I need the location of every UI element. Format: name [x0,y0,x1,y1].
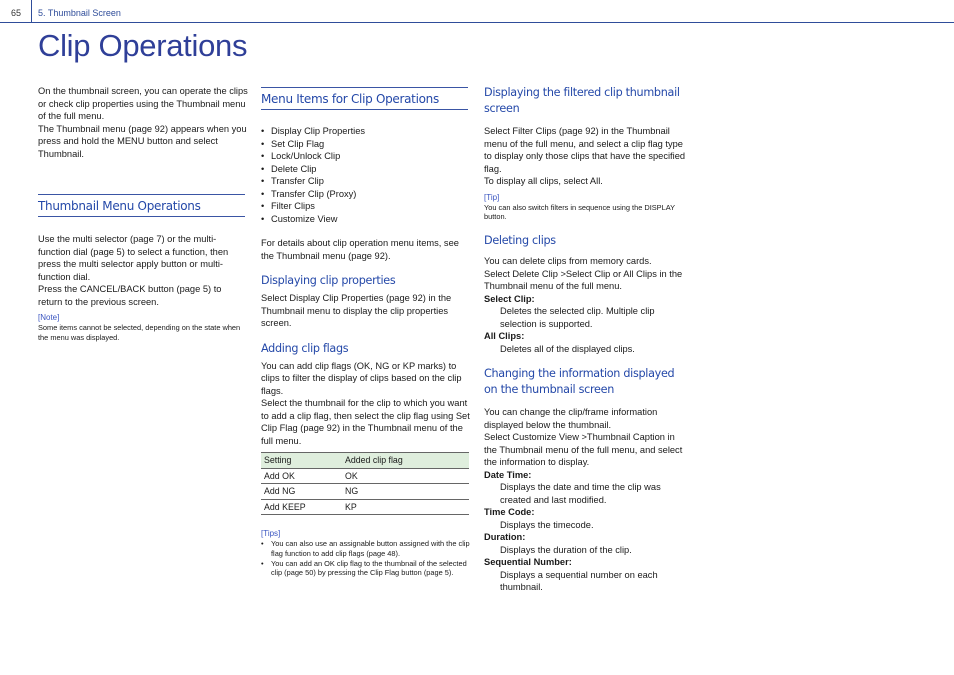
body-paragraph: Press the CANCEL/BACK button (page 5) to return to the previous screen. [38,284,222,307]
table-header-cell: Setting [261,453,342,469]
list-item: • Transfer Clip [261,175,471,188]
definition-term: Time Code: [484,507,535,518]
column-2 [261,125,471,578]
definition-term: Sequential Number: [484,557,572,568]
delete-paragraph: Select Delete Clip >Select Clip or All Clips in the Thumbnail menu of the full menu. [484,268,683,292]
note-text: Some items cannot be selected, depending on the state when the menu was displayed. [38,323,241,342]
body-paragraph: Use the multi selector (page 7) or the multi-function dial (page 5) to select a function, then press the multi selector apply button or multi-function dial. [38,234,229,282]
list-item: • Set Clip Flag [261,138,471,151]
tips-label: [Tips] [261,529,281,538]
table-row [261,468,469,484]
table-cell: Add NG [261,484,342,500]
table-row [261,484,469,500]
table-cell: OK [342,468,469,484]
table-cell: NG [342,484,469,500]
subheading-deleting-clips: Deleting clips [484,234,556,248]
list-item: • Lock/Unlock Clip [261,150,471,163]
tip-label: [Tip] [484,192,500,202]
list-item: • Filter Clips [261,200,471,213]
table-cell: KP [342,499,469,515]
definition-term: All Clips: [484,331,525,342]
intro-paragraph: On the thumbnail screen, you can operate the clips or check clip properties using the Thumbnail menu of the full menu. [38,86,248,121]
definition-text: Displays the duration of the clip. [500,544,632,555]
list-item: • Transfer Clip (Proxy) [261,188,471,201]
flags-paragraph: You can add clip flags (OK, NG or KP marks) to clips to filter the display of clips based on the clip flags. [261,360,462,396]
filter-paragraph: Select Filter Clips (page 92) in the Thumbnail menu of the full menu, and select a clip flag type to display only those clips that have the specified flag. [484,126,686,174]
clip-flag-table [261,452,469,515]
menu-items-list [261,125,471,225]
table-row [261,499,469,515]
column-1-body [38,233,248,343]
definition-text: Deletes all of the displayed clips. [500,343,635,354]
table-header-row [261,453,469,469]
definition-text: Displays the timecode. [500,519,594,530]
header-rule [0,22,954,23]
definition-text: Displays a sequential number on each thumbnail. [500,569,658,593]
tip-item: • You can also use an assignable button assigned with the clip flag function to add clip flags (page 48). [261,539,471,559]
subheading-displaying-clip-properties: Displaying clip properties [261,274,396,287]
definition-term: Date Time: [484,469,532,480]
definition-term: Select Clip: [484,293,535,304]
page-number: 65 [11,8,22,18]
table-cell: Add KEEP [261,499,342,515]
note-label: [Note] [38,313,60,322]
page-title: Clip Operations [38,28,248,63]
tip-text: You can also switch filters in sequence using the DISPLAY button. [484,202,675,222]
section-heading-menu-items: Menu Items for Clip Operations [261,87,468,110]
list-item: • Display Clip Properties [261,125,471,138]
change-paragraph: Select Customize View >Thumbnail Caption in the Thumbnail menu of the full menu, and select the information to display. [484,432,683,468]
definition-text: Deletes the selected clip. Multiple clip selection is supported. [500,306,655,329]
delete-paragraph: You can delete clips from memory cards. [484,256,652,267]
tips-list [261,539,471,578]
intro-paragraph: The Thumbnail menu (page 92) appears when you press and hold the MENU button and select Thumbnail. [38,123,247,159]
filter-paragraph: To display all clips, select All. [484,176,603,186]
section-heading-thumbnail-menu-operations: Thumbnail Menu Operations [38,194,245,217]
list-item: • Customize View [261,213,471,226]
props-paragraph: Select Display Clip Properties (page 92) in the Thumbnail menu to display the clip properties screen. [261,293,452,328]
subheading-adding-clip-flags: Adding clip flags [261,341,349,355]
list-item: • Delete Clip [261,163,471,176]
change-paragraph: You can change the clip/frame information displayed below the thumbnail. [484,407,658,430]
tip-item: • You can add an OK clip flag to the thumbnail of the selected clip (page 50) by pressing the Clip Flag button (page 5). [261,559,471,579]
flags-paragraph: Select the thumbnail for the clip to which you want to add a clip flag, then select the clip flag using Set Clip Flag (page 92) in the Thumbnail menu of the full menu. [261,398,470,446]
header-divider [31,0,32,23]
table-header-cell: Added clip flag [342,453,469,469]
details-paragraph: For details about clip operation menu items, see the Thumbnail menu (page 92). [261,238,459,261]
section-link[interactable]: 5. Thumbnail Screen [38,8,121,18]
table-cell: Add OK [261,468,342,484]
subheading-changing-information: Changing the information displayed on the thumbnail screen [484,367,675,397]
column-1 [38,85,248,160]
definition-term: Duration: [484,532,526,543]
subheading-filtered-clip-thumbnail: Displaying the filtered clip thumbnail screen [484,86,680,115]
column-3 [484,85,690,594]
definition-text: Displays the date and time the clip was created and last modified. [500,482,661,505]
